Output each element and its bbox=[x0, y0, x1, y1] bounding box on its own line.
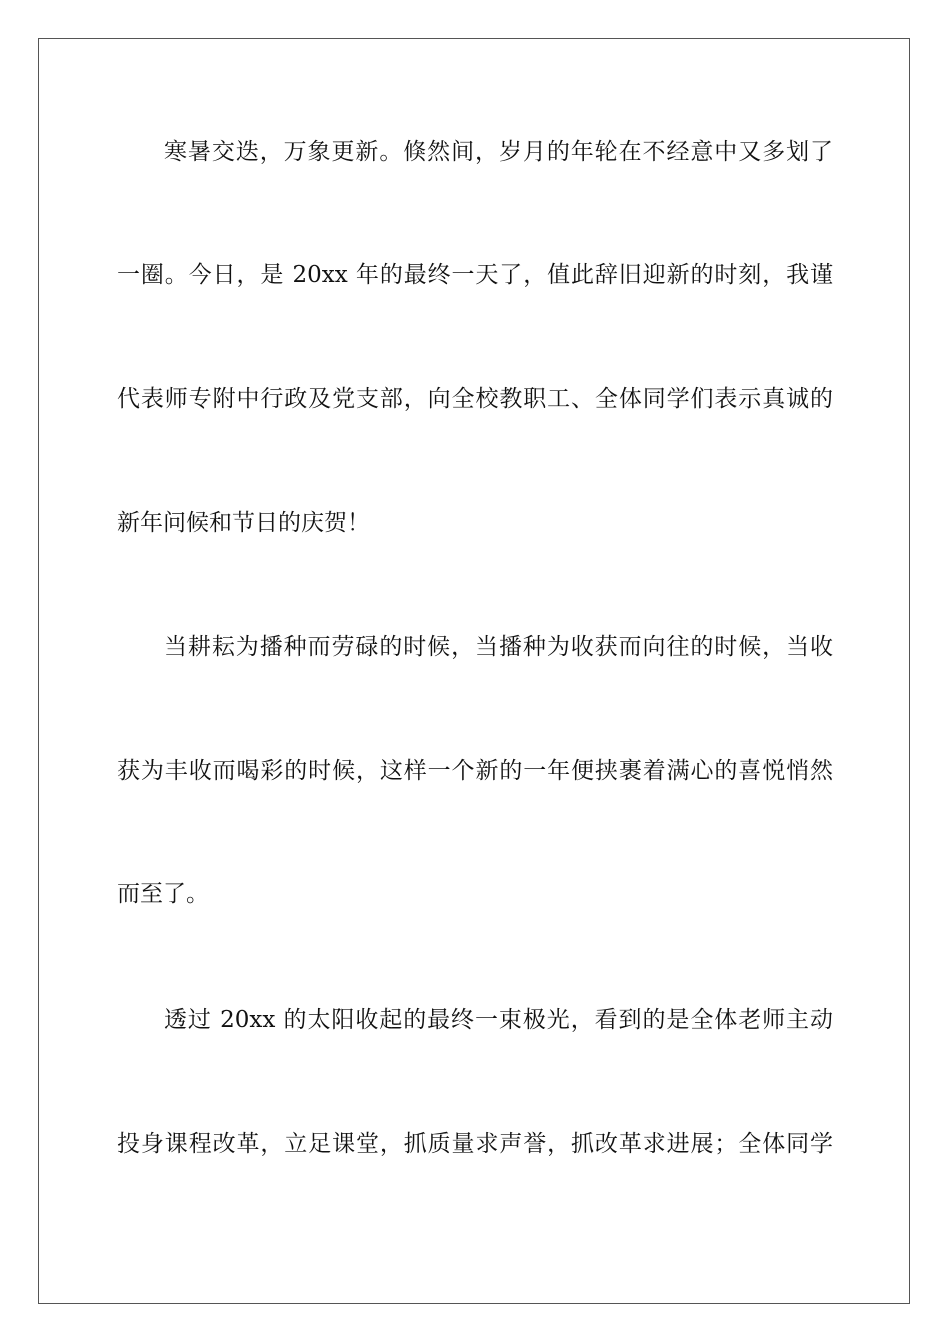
page-border bbox=[38, 38, 910, 1304]
paragraph-1-line-1: 寒暑交迭，万象更新。倏然间，岁月的年轮在不经意中又多划了 bbox=[164, 139, 833, 165]
paragraph-1-line-3: 代表师专附中行政及党支部，向全校教职工、全体同学们表示真诚的 bbox=[117, 386, 833, 412]
paragraph-2-line-1: 当耕耘为播种而劳碌的时候，当播种为收获而向往的时候，当收 bbox=[164, 634, 833, 660]
paragraph-1-line-4: 新年问候和节日的庆贺！ bbox=[117, 510, 370, 536]
paragraph-3-line-1: 透过 20xx 的太阳收起的最终一束极光，看到的是全体老师主动 bbox=[164, 1007, 833, 1033]
paragraph-1-line-2: 一圈。今日，是 20xx 年的最终一天了，值此辞旧迎新的时刻，我谨 bbox=[117, 262, 833, 288]
paragraph-3-line-2: 投身课程改革，立足课堂，抓质量求声誉，抓改革求进展；全体同学 bbox=[117, 1131, 833, 1157]
paragraph-2-line-2: 获为丰收而喝彩的时候，这样一个新的一年便挟裹着满心的喜悦悄然 bbox=[117, 758, 833, 784]
paragraph-2-line-3: 而至了。 bbox=[117, 881, 209, 907]
